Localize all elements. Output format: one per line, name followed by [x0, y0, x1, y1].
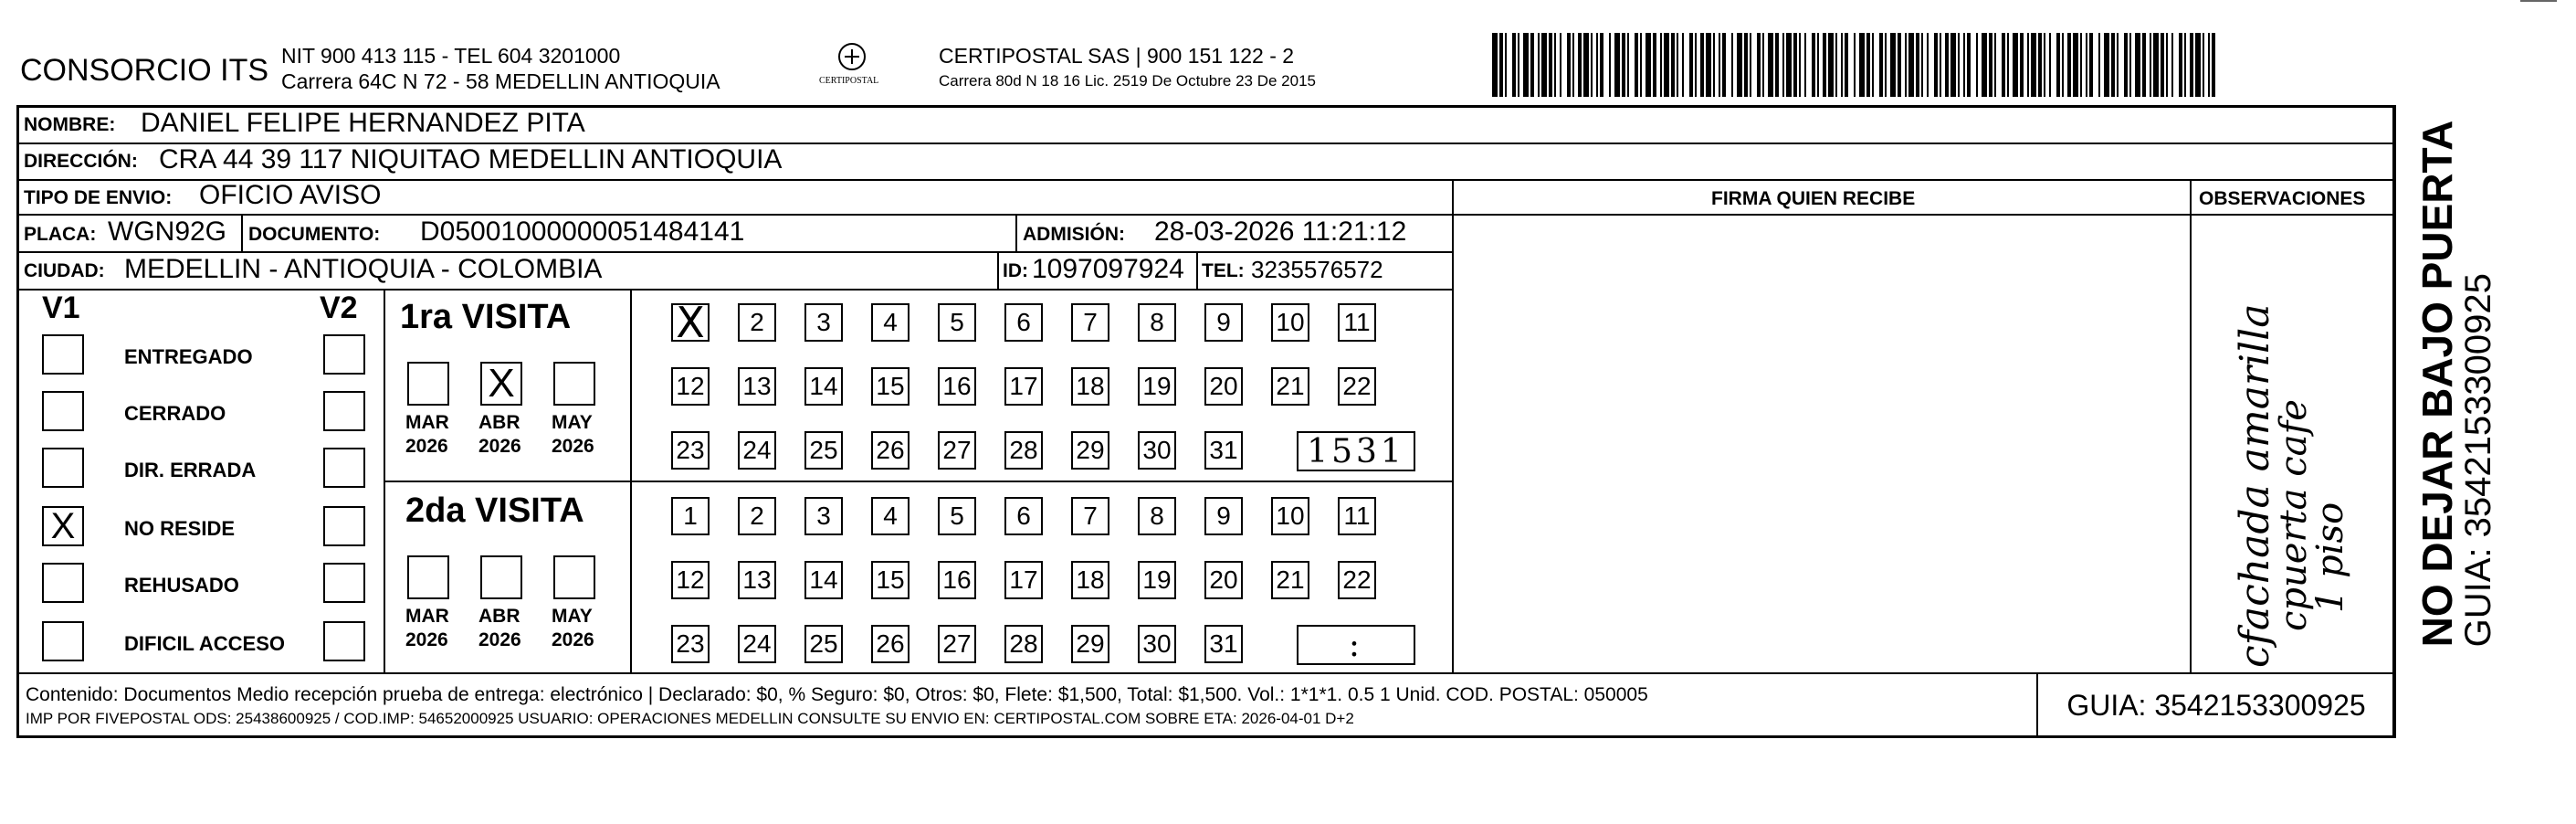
day-box[interactable]: 4	[871, 497, 909, 535]
barcode-bar	[1512, 33, 1516, 97]
id-label: ID:	[1003, 260, 1028, 281]
documento-label: DOCUMENTO:	[248, 224, 381, 245]
barcode-bar	[2049, 33, 2051, 97]
barcode-bar	[1885, 33, 1887, 97]
observaciones-handwriting	[2192, 216, 2392, 672]
logo-text: CERTIPOSTAL	[819, 76, 879, 86]
month-label: MAR	[405, 606, 449, 627]
tipo-envio-label: TIPO DE ENVIO:	[24, 187, 173, 208]
side-guia: GUIA: 3542153300925	[2458, 273, 2499, 648]
barcode-bar	[1750, 33, 1751, 97]
day-box[interactable]: 9	[1204, 497, 1243, 535]
day-box[interactable]: 18	[1071, 367, 1109, 406]
day-box[interactable]: 10	[1271, 303, 1309, 342]
day-box[interactable]: 28	[1004, 625, 1043, 663]
barcode-bar	[1782, 33, 1784, 97]
barcode-bar	[1541, 33, 1547, 97]
barcode-bar	[1609, 33, 1611, 97]
month-label: ABR	[478, 606, 520, 627]
day-box[interactable]: 26	[871, 431, 909, 470]
year-label: 2026	[552, 436, 594, 457]
certipostal-logo	[817, 40, 887, 95]
barcode-bar	[1731, 33, 1733, 97]
barcode-bar	[1645, 33, 1651, 97]
barcode-bar	[2038, 33, 2042, 97]
day-box[interactable]: 31	[1204, 431, 1243, 470]
day-box[interactable]: 2	[738, 303, 776, 342]
visit2-title: 2da VISITA	[405, 491, 584, 530]
barcode-bar	[2067, 33, 2071, 97]
v2-checkbox[interactable]	[323, 621, 365, 661]
status-label: ENTREGADO	[124, 345, 253, 368]
day-box[interactable]: 27	[938, 625, 976, 663]
day-box[interactable]: 26	[871, 625, 909, 663]
barcode-bar	[1596, 33, 1598, 97]
month-checkbox[interactable]: X	[480, 362, 522, 406]
day-box[interactable]: 17	[1004, 561, 1043, 599]
barcode-bar	[1622, 33, 1625, 97]
corner-mark	[2520, 0, 2557, 7]
observaciones-header: OBSERVACIONES	[2199, 188, 2366, 209]
barcode-bar	[1744, 33, 1748, 97]
day-box[interactable]: 25	[804, 625, 843, 663]
day-box[interactable]: 11	[1338, 303, 1376, 342]
day-box[interactable]: 23	[671, 431, 710, 470]
guia-box-text: GUIA: 3542153300925	[2066, 688, 2366, 722]
admision-value: 28-03-2026 11:21:12	[1154, 217, 1407, 247]
obs-line-3: 1 piso	[2309, 502, 2351, 613]
day-box[interactable]: 31	[1204, 625, 1243, 663]
status-label: DIR. ERRADA	[124, 459, 257, 481]
obs-line-2: cpuerta cafe	[2273, 399, 2315, 631]
barcode-bar	[1841, 33, 1843, 97]
company-nit: NIT 900 413 115 - TEL 604 3201000	[281, 44, 621, 68]
barcode-bar	[2013, 33, 2018, 97]
barcode-bar	[1677, 33, 1678, 97]
barcode-bar	[2089, 33, 2093, 97]
barcode-bar	[2007, 33, 2009, 97]
day-box[interactable]: 16	[938, 367, 976, 406]
barcode-bar	[1804, 33, 1806, 97]
v1-header: V1	[42, 291, 80, 325]
day-box[interactable]: 15	[871, 561, 909, 599]
barcode-bar	[1872, 33, 1874, 97]
day-box[interactable]: 20	[1204, 367, 1243, 406]
day-box[interactable]: 13	[738, 561, 776, 599]
barcode-bar	[1835, 33, 1837, 97]
day-box[interactable]: 24	[738, 625, 776, 663]
barcode-bar	[1572, 33, 1574, 97]
month-checkbox[interactable]	[407, 555, 449, 599]
barcode-bar	[1927, 33, 1929, 97]
v2-checkbox[interactable]	[323, 563, 365, 603]
day-box[interactable]: 1	[671, 497, 710, 535]
barcode-bar	[2062, 33, 2064, 97]
v1-checkbox[interactable]	[42, 448, 84, 488]
barcode-bar	[1967, 33, 1971, 97]
day-box[interactable]: 21	[1271, 367, 1309, 406]
obs-line-1: cfachada amarilla	[2232, 303, 2278, 668]
barcode-bar	[1523, 33, 1529, 97]
v2-checkbox[interactable]	[323, 334, 365, 375]
v1-checkbox[interactable]	[42, 621, 84, 661]
month-label: ABR	[478, 412, 520, 433]
day-box[interactable]	[671, 298, 710, 347]
barcode-bar	[2212, 33, 2215, 97]
barcode-bar	[1695, 33, 1697, 97]
status-label: CERRADO	[124, 402, 226, 425]
barcode-bar	[2150, 33, 2151, 97]
placa-value: WGN92G	[108, 217, 227, 247]
barcode-bar	[2142, 33, 2146, 97]
barcode-bar	[1689, 33, 1693, 97]
barcode-bar	[2153, 33, 2159, 97]
day-box[interactable]: 8	[1138, 303, 1176, 342]
barcode-bar	[1554, 33, 1556, 97]
tel-value: 3235576572	[1251, 256, 1383, 283]
v2-checkbox[interactable]	[323, 506, 365, 546]
day-box[interactable]: 6	[1004, 303, 1043, 342]
id-value: 1097097924	[1032, 254, 1184, 284]
barcode-bar	[1768, 33, 1773, 97]
barcode-bar	[2031, 33, 2036, 97]
barcode-bar	[2056, 33, 2060, 97]
barcode-bar	[2020, 33, 2024, 97]
direccion-label: DIRECCIÓN:	[24, 151, 138, 172]
certipostal-info: CERTIPOSTAL SAS | 900 151 122 - 2	[939, 44, 1295, 68]
day-box[interactable]: 27	[938, 431, 976, 470]
day-box[interactable]: 20	[1204, 561, 1243, 599]
barcode-bar	[1775, 33, 1779, 97]
day-box[interactable]: 5	[938, 303, 976, 342]
barcode-bar	[1908, 33, 1914, 97]
barcode-bar	[1786, 33, 1792, 97]
barcode-bar	[1890, 33, 1896, 97]
tipo-envio-value: OFICIO AVISO	[199, 180, 382, 210]
barcode-bar	[1762, 33, 1764, 97]
barcode-bar	[1982, 33, 1987, 97]
v1-checkbox[interactable]	[42, 563, 84, 603]
barcode-bar	[1828, 33, 1834, 97]
v1-checkbox[interactable]	[42, 391, 84, 431]
day-box[interactable]: 29	[1071, 431, 1109, 470]
barcode-bar	[1757, 33, 1761, 97]
barcode-bar	[1722, 33, 1726, 97]
day-box[interactable]: 28	[1004, 431, 1043, 470]
barcode-bar	[1866, 33, 1870, 97]
day-box[interactable]: 22	[1338, 561, 1376, 599]
day-box[interactable]: 19	[1138, 367, 1176, 406]
barcode-bar	[1799, 33, 1801, 97]
day-box[interactable]: 3	[804, 497, 843, 535]
day-box[interactable]: 12	[671, 367, 710, 406]
barcode-bar	[2027, 33, 2029, 97]
barcode-bar	[2179, 33, 2182, 97]
barcode	[1492, 33, 2215, 97]
barcode-bar	[2117, 33, 2119, 97]
day-mark: X	[676, 298, 705, 347]
barcode-bar	[1635, 33, 1638, 97]
barcode-bar	[2098, 33, 2100, 97]
day-box[interactable]: 2	[738, 497, 776, 535]
barcode-bar	[1859, 33, 1865, 97]
day-box[interactable]: 24	[738, 431, 776, 470]
day-box[interactable]: 30	[1138, 431, 1176, 470]
company-name: CONSORCIO ITS	[20, 53, 269, 88]
day-box[interactable]: 7	[1071, 303, 1109, 342]
barcode-bar	[2203, 33, 2204, 97]
barcode-bar	[1963, 33, 1965, 97]
day-box[interactable]: 14	[804, 367, 843, 406]
day-box[interactable]: 6	[1004, 497, 1043, 535]
footer-line-1: Contenido: Documentos Medio recepción prueba de entrega: electrónico | Declarado: $0, % Seguro: $0, Otros: $0, Flete: $1,500, Total: $1,500. Vol.: 1*1*1. 0.5 1 Unid. COD. POSTAL: 050005	[26, 684, 1648, 705]
barcode-bar	[1530, 33, 1534, 97]
time-box[interactable]: :	[1297, 625, 1415, 665]
year-label: 2026	[478, 436, 521, 457]
visit1-title: 1ra VISITA	[400, 298, 572, 336]
barcode-bar	[1549, 33, 1552, 97]
barcode-bar	[1682, 33, 1684, 97]
day-box[interactable]: 9	[1204, 303, 1243, 342]
barcode-bar	[1719, 33, 1720, 97]
month-checkbox[interactable]	[407, 362, 449, 406]
barcode-bar	[1538, 33, 1540, 97]
v1-checkbox[interactable]: X	[42, 506, 84, 546]
day-box[interactable]: 22	[1338, 367, 1376, 406]
v1-checkbox[interactable]	[42, 334, 84, 375]
tel-label: TEL:	[1202, 260, 1245, 281]
barcode-bar	[1660, 33, 1662, 97]
barcode-bar	[1945, 33, 1949, 97]
footer-line-2: IMP POR FIVEPOSTAL ODS: 25438600925 / COD.IMP: 54652000925 USUARIO: OPERACIONES MEDELLIN CONSULTE SU ENVIO EN: CERTIPOSTAL.COM SOBRE ETA: 2026-04-01 D+2	[26, 710, 1354, 727]
nombre-label: NOMBRE:	[24, 114, 116, 135]
barcode-bar	[1958, 33, 1960, 97]
barcode-bar	[1560, 33, 1561, 97]
day-box[interactable]: 4	[871, 303, 909, 342]
direccion-value: CRA 44 39 117 NIQUITAO MEDELLIN ANTIOQUIA	[159, 144, 783, 174]
barcode-bar	[1627, 33, 1629, 97]
barcode-bar	[1989, 33, 1992, 97]
day-box[interactable]: 5	[938, 497, 976, 535]
day-box[interactable]: 19	[1138, 561, 1176, 599]
day-box[interactable]: 18	[1071, 561, 1109, 599]
barcode-bar	[1994, 33, 1996, 97]
barcode-bar	[2190, 33, 2193, 97]
day-box[interactable]: 30	[1138, 625, 1176, 663]
ciudad-label: CIUDAD:	[24, 260, 105, 281]
barcode-bar	[2111, 33, 2115, 97]
barcode-bar	[1921, 33, 1923, 97]
barcode-bar	[2161, 33, 2164, 97]
barcode-bar	[2184, 33, 2186, 97]
barcode-bar	[1898, 33, 1901, 97]
day-box[interactable]: 17	[1004, 367, 1043, 406]
barcode-bar	[1737, 33, 1742, 97]
barcode-bar	[1640, 33, 1642, 97]
barcode-bar	[2171, 33, 2173, 97]
day-box[interactable]: 13	[738, 367, 776, 406]
barcode-bar	[2135, 33, 2140, 97]
day-box[interactable]: 23	[671, 625, 710, 663]
firma-header: FIRMA QUIEN RECIBE	[1711, 188, 1916, 209]
day-box[interactable]: 15	[871, 367, 909, 406]
barcode-bar	[1950, 33, 1956, 97]
barcode-bar	[2124, 33, 2128, 97]
admision-label: ADMISIÓN:	[1023, 224, 1125, 245]
status-label: REHUSADO	[124, 574, 239, 597]
side-text	[2402, 120, 2511, 648]
barcode-bar	[1823, 33, 1826, 97]
v2-header: V2	[320, 291, 358, 325]
barcode-bar	[1700, 33, 1704, 97]
barcode-bar	[2129, 33, 2131, 97]
barcode-bar	[1706, 33, 1711, 97]
v2-checkbox[interactable]	[323, 448, 365, 488]
day-box[interactable]: 3	[804, 303, 843, 342]
day-box[interactable]: 8	[1138, 497, 1176, 535]
day-box[interactable]: 10	[1271, 497, 1309, 535]
barcode-bar	[1854, 33, 1856, 97]
barcode-bar	[2044, 33, 2045, 97]
day-box[interactable]: 29	[1071, 625, 1109, 663]
guia-box	[2036, 674, 2394, 736]
day-box[interactable]: 25	[804, 431, 843, 470]
barcode-bar	[2104, 33, 2109, 97]
barcode-bar	[2166, 33, 2168, 97]
day-box[interactable]: 7	[1071, 497, 1109, 535]
month-checkbox[interactable]	[553, 362, 595, 406]
month-label: MAY	[552, 606, 593, 627]
barcode-bar	[2195, 33, 2201, 97]
barcode-bar	[1793, 33, 1797, 97]
year-label: 2026	[405, 436, 448, 457]
barcode-bar	[1879, 33, 1883, 97]
barcode-bar	[1817, 33, 1819, 97]
barcode-bar	[2208, 33, 2210, 97]
nombre-value: DANIEL FELIPE HERNANDEZ PITA	[141, 108, 585, 138]
year-label: 2026	[405, 629, 448, 650]
v2-checkbox[interactable]	[323, 391, 365, 431]
barcode-bar	[1518, 33, 1519, 97]
barcode-bar	[1713, 33, 1715, 97]
month-checkbox[interactable]	[480, 555, 522, 599]
documento-value: D05001000000051484141	[420, 217, 745, 247]
time-box[interactable]: 1531	[1297, 431, 1415, 471]
barcode-bar	[1600, 33, 1603, 97]
company-address: Carrera 64C N 72 - 58 MEDELLIN ANTIOQUIA	[281, 69, 720, 93]
barcode-bar	[1664, 33, 1669, 97]
day-box[interactable]: 11	[1338, 497, 1376, 535]
placa-label: PLACA:	[24, 224, 97, 245]
year-label: 2026	[552, 629, 594, 650]
barcode-bar	[1905, 33, 1907, 97]
barcode-bar	[2086, 33, 2087, 97]
barcode-bar	[1845, 33, 1848, 97]
barcode-bar	[1591, 33, 1593, 97]
barcode-bar	[2002, 33, 2005, 97]
day-box[interactable]: 14	[804, 561, 843, 599]
day-box[interactable]: 12	[671, 561, 710, 599]
barcode-bar	[1499, 33, 1503, 97]
status-label: DIFICIL ACCESO	[124, 632, 286, 655]
barcode-bar	[1567, 33, 1571, 97]
barcode-bar	[1940, 33, 1941, 97]
day-box[interactable]: 21	[1271, 561, 1309, 599]
barcode-bar	[1653, 33, 1656, 97]
ciudad-value: MEDELLIN - ANTIOQUIA - COLOMBIA	[124, 254, 603, 284]
barcode-bar	[1934, 33, 1938, 97]
certipostal-address: Carrera 80d N 18 16 Lic. 2519 De Octubre 23 De 2015	[939, 72, 1316, 90]
barcode-bar	[1492, 33, 1498, 97]
status-label: NO RESIDE	[124, 517, 236, 540]
barcode-bar	[2073, 33, 2078, 97]
barcode-bar	[1578, 33, 1582, 97]
barcode-bar	[1812, 33, 1815, 97]
barcode-bar	[1505, 33, 1507, 97]
barcode-bar	[1916, 33, 1919, 97]
month-label: MAY	[552, 412, 593, 433]
barcode-bar	[1614, 33, 1620, 97]
no-dejar-bajo-puerta: NO DEJAR BAJO PUERTA	[2413, 120, 2461, 648]
barcode-bar	[2080, 33, 2082, 97]
barcode-bar	[1671, 33, 1675, 97]
month-checkbox[interactable]	[553, 555, 595, 599]
barcode-bar	[1976, 33, 1978, 97]
day-box[interactable]: 16	[938, 561, 976, 599]
year-label: 2026	[478, 629, 521, 650]
month-label: MAR	[405, 412, 449, 433]
barcode-bar	[1583, 33, 1589, 97]
